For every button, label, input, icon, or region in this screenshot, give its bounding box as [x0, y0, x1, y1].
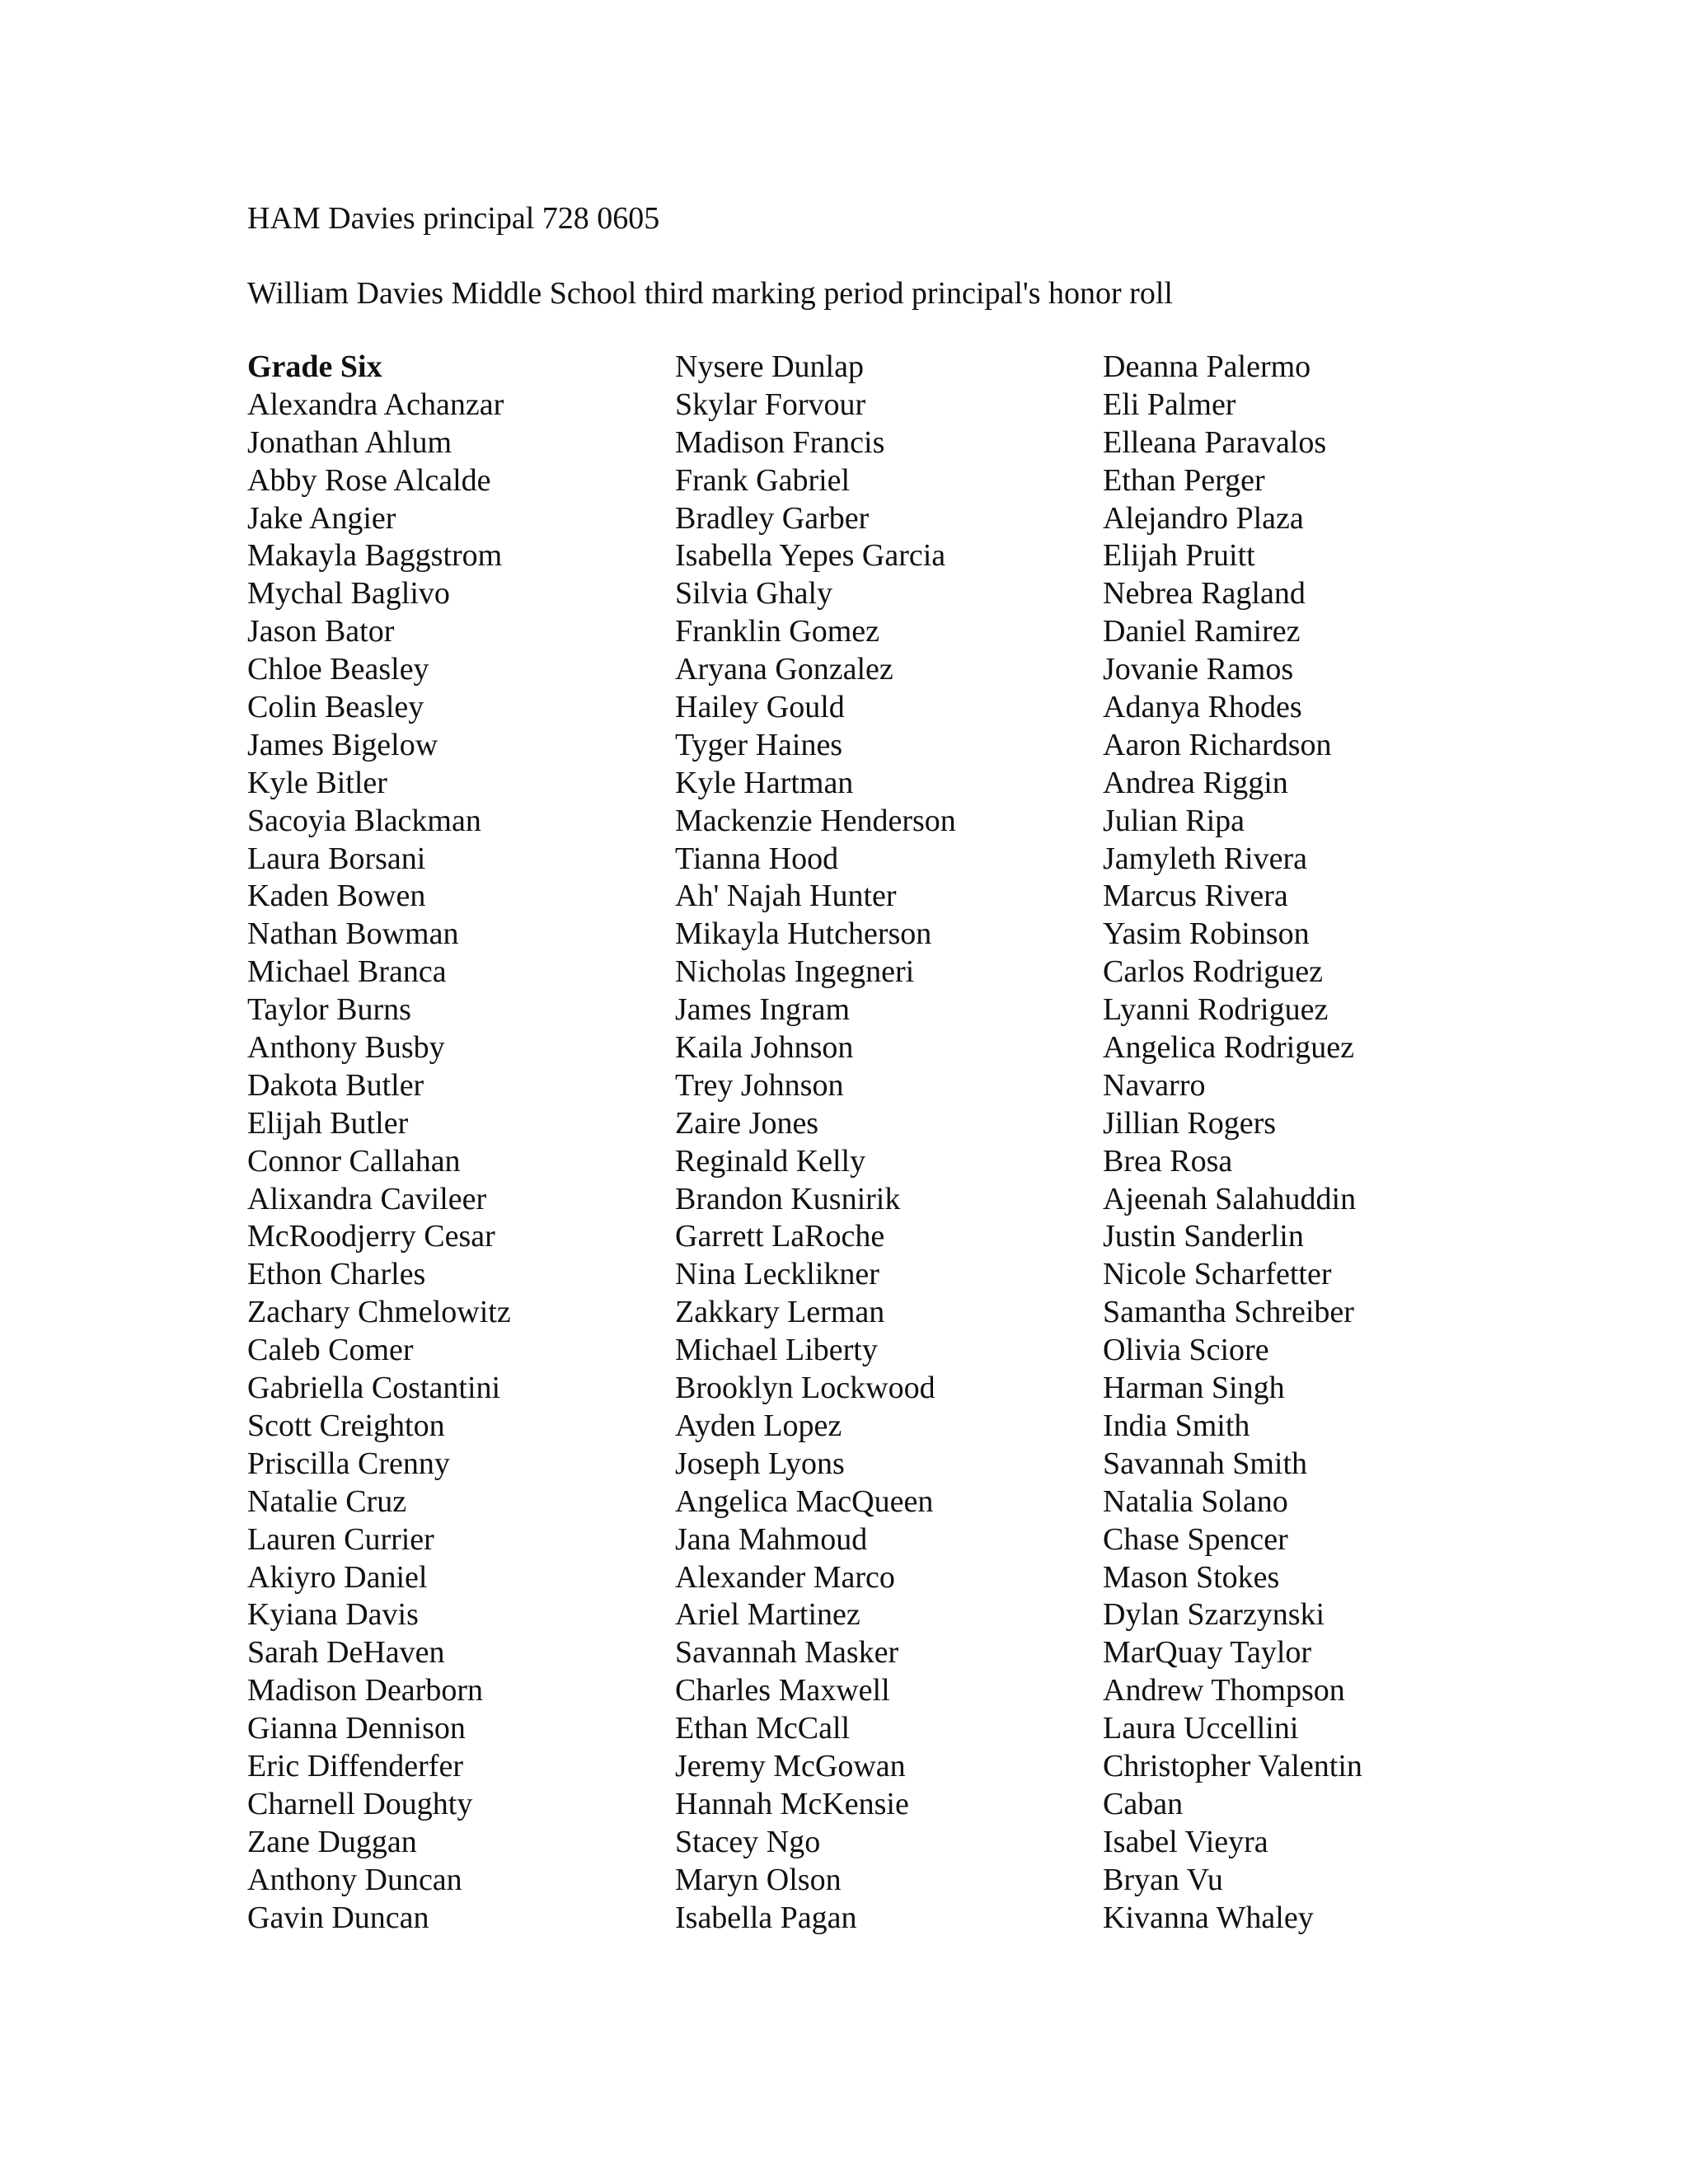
student-name: Kyle Bitler: [247, 765, 387, 800]
student-name: Jillian Rogers: [1103, 1105, 1277, 1141]
document-title: William Davies Middle School third marking period principal's honor roll: [247, 276, 1173, 311]
student-name: McRoodjerry Cesar: [247, 1219, 495, 1254]
student-name: Angelica MacQueen: [675, 1483, 934, 1519]
student-name: Akiyro Daniel: [247, 1559, 428, 1595]
student-name: Franklin Gomez: [675, 614, 880, 649]
student-name: Isabella Pagan: [675, 1900, 857, 1935]
student-name: Ajeenah Salahuddin: [1103, 1181, 1357, 1216]
student-name: Connor Callahan: [247, 1143, 461, 1179]
student-name: India Smith: [1103, 1408, 1250, 1443]
student-name: Bradley Garber: [675, 500, 870, 536]
student-name: Ethon Charles: [247, 1257, 426, 1292]
student-name: Brea Rosa: [1103, 1143, 1233, 1179]
student-name: Madison Dearborn: [247, 1673, 483, 1708]
student-name: Elleana Paravalos: [1103, 424, 1327, 460]
student-name: Zakkary Lerman: [675, 1295, 885, 1330]
student-name: Zaire Jones: [675, 1105, 819, 1141]
student-name: Ethan McCall: [675, 1711, 851, 1746]
student-name: Stacey Ngo: [675, 1824, 821, 1859]
student-name: Justin Sanderlin: [1103, 1219, 1304, 1254]
student-name: Elijah Pruitt: [1103, 538, 1255, 574]
student-name: Chloe Beasley: [247, 652, 429, 687]
student-name: Madison Francis: [675, 424, 885, 460]
student-name: Jake Angier: [247, 500, 396, 536]
student-name: Alejandro Plaza: [1103, 500, 1304, 536]
student-name: Sarah DeHaven: [247, 1635, 445, 1671]
student-name: Lauren Currier: [247, 1521, 434, 1557]
student-name: Chase Spencer: [1103, 1521, 1288, 1557]
student-name: Kivanna Whaley: [1103, 1900, 1314, 1935]
student-name: Jason Bator: [247, 614, 395, 649]
student-name: Navarro: [1103, 1067, 1206, 1103]
student-name: Frank Gabriel: [675, 462, 851, 498]
student-name: Caleb Comer: [247, 1333, 414, 1368]
student-name: Bryan Vu: [1103, 1862, 1223, 1897]
student-name: Hannah McKensie: [675, 1786, 909, 1821]
student-name: Kyiana Davis: [247, 1597, 419, 1633]
student-name: Ariel Martinez: [675, 1597, 860, 1633]
name-column-3: [1103, 349, 1531, 1937]
student-name: Andrea Riggin: [1103, 765, 1288, 800]
student-name: Savannah Masker: [675, 1635, 899, 1671]
student-name: Tianna Hood: [675, 841, 839, 876]
student-name: Taylor Burns: [247, 992, 411, 1028]
student-name: Gavin Duncan: [247, 1900, 429, 1935]
student-name: Kaden Bowen: [247, 879, 426, 914]
student-name: Zachary Chmelowitz: [247, 1295, 511, 1330]
student-name: Jonathan Ahlum: [247, 424, 452, 460]
student-name: Jeremy McGowan: [675, 1748, 906, 1783]
student-name: Charnell Doughty: [247, 1786, 473, 1821]
student-name: Trey Johnson: [675, 1067, 844, 1103]
student-name: Alixandra Cavileer: [247, 1181, 487, 1216]
student-name: Nina Lecklikner: [675, 1257, 879, 1292]
honor-roll-columns: [247, 349, 1665, 1956]
student-name: Dakota Butler: [247, 1067, 424, 1103]
header-contact-line: HAM Davies principal 728 0605: [247, 201, 660, 236]
student-name: Charles Maxwell: [675, 1673, 890, 1708]
student-name: Reginald Kelly: [675, 1143, 866, 1179]
student-name: Laura Uccellini: [1103, 1711, 1299, 1746]
student-name: Gianna Dennison: [247, 1711, 466, 1746]
student-name: Sacoyia Blackman: [247, 803, 481, 838]
student-name: Savannah Smith: [1103, 1446, 1308, 1481]
student-name: Brooklyn Lockwood: [675, 1371, 935, 1406]
student-name: Yasim Robinson: [1103, 916, 1310, 952]
student-name: Caban: [1103, 1786, 1184, 1821]
student-name: Nathan Bowman: [247, 916, 459, 952]
student-name: Julian Ripa: [1103, 803, 1245, 838]
student-name: Mason Stokes: [1103, 1559, 1280, 1595]
student-name: Brandon Kusnirik: [675, 1181, 901, 1216]
student-name: Andrew Thompson: [1103, 1673, 1345, 1708]
student-name: Michael Liberty: [675, 1333, 878, 1368]
student-name: Isabella Yepes Garcia: [675, 538, 946, 574]
student-name: Isabel Vieyra: [1103, 1824, 1268, 1859]
student-name: James Ingram: [675, 992, 851, 1028]
student-name: MarQuay Taylor: [1103, 1635, 1312, 1671]
student-name: Colin Beasley: [247, 690, 424, 725]
student-name: James Bigelow: [247, 727, 438, 762]
student-name: Anthony Duncan: [247, 1862, 462, 1897]
student-name: Dylan Szarzynski: [1103, 1597, 1325, 1633]
student-name: Ah' Najah Hunter: [675, 879, 897, 914]
student-name: Anthony Busby: [247, 1030, 445, 1066]
student-name: Hailey Gould: [675, 690, 845, 725]
student-name: Nicole Scharfetter: [1103, 1257, 1332, 1292]
student-name: Silvia Ghaly: [675, 576, 833, 612]
name-column-1: [247, 349, 676, 1937]
student-name: Lyanni Rodriguez: [1103, 992, 1329, 1028]
student-name: Adanya Rhodes: [1103, 690, 1302, 725]
student-name: Joseph Lyons: [675, 1446, 845, 1481]
student-name: Skylar Forvour: [675, 387, 866, 422]
student-name: Harman Singh: [1103, 1371, 1285, 1406]
student-name: Olivia Sciore: [1103, 1333, 1269, 1368]
student-name: Laura Borsani: [247, 841, 426, 876]
student-name: Natalia Solano: [1103, 1483, 1288, 1519]
student-name: Maryn Olson: [675, 1862, 842, 1897]
student-name: Mikayla Hutcherson: [675, 916, 932, 952]
student-name: Priscilla Crenny: [247, 1446, 450, 1481]
student-name: Natalie Cruz: [247, 1483, 407, 1519]
student-name: Jovanie Ramos: [1103, 652, 1294, 687]
student-name: Alexandra Achanzar: [247, 387, 504, 422]
student-name: Nysere Dunlap: [675, 349, 864, 384]
student-name: Gabriella Costantini: [247, 1371, 501, 1406]
student-name: Eric Diffenderfer: [247, 1748, 463, 1783]
student-name: Christopher Valentin: [1103, 1748, 1362, 1783]
student-name: Marcus Rivera: [1103, 879, 1288, 914]
student-name: Scott Creighton: [247, 1408, 445, 1443]
student-name: Elijah Butler: [247, 1105, 409, 1141]
name-column-2: [675, 349, 1104, 1937]
document-page: [247, 0, 1665, 2184]
student-name: Michael Branca: [247, 954, 447, 990]
student-name: Jamyleth Rivera: [1103, 841, 1307, 876]
student-name: Ayden Lopez: [675, 1408, 842, 1443]
student-name: Deanna Palermo: [1103, 349, 1311, 384]
student-name: Makayla Baggstrom: [247, 538, 503, 574]
student-name: Kyle Hartman: [675, 765, 854, 800]
student-name: Angelica Rodriguez: [1103, 1030, 1354, 1066]
student-name: Samantha Schreiber: [1103, 1295, 1354, 1330]
student-name: Ethan Perger: [1103, 462, 1265, 498]
student-name: Zane Duggan: [247, 1824, 417, 1859]
student-name: Aryana Gonzalez: [675, 652, 893, 687]
student-name: Alexander Marco: [675, 1559, 895, 1595]
student-name: Abby Rose Alcalde: [247, 462, 491, 498]
student-name: Carlos Rodriguez: [1103, 954, 1324, 990]
student-name: Tyger Haines: [675, 727, 843, 762]
student-name: Aaron Richardson: [1103, 727, 1332, 762]
student-name: Nebrea Ragland: [1103, 576, 1306, 612]
student-name: Jana Mahmoud: [675, 1521, 868, 1557]
student-name: Mychal Baglivo: [247, 576, 450, 612]
student-name: Kaila Johnson: [675, 1030, 854, 1066]
student-name: Eli Palmer: [1103, 387, 1236, 422]
student-name: Garrett LaRoche: [675, 1219, 885, 1254]
student-name: Nicholas Ingegneri: [675, 954, 915, 990]
grade-heading: Grade Six: [247, 349, 382, 384]
student-name: Daniel Ramirez: [1103, 614, 1301, 649]
student-name: Mackenzie Henderson: [675, 803, 956, 838]
